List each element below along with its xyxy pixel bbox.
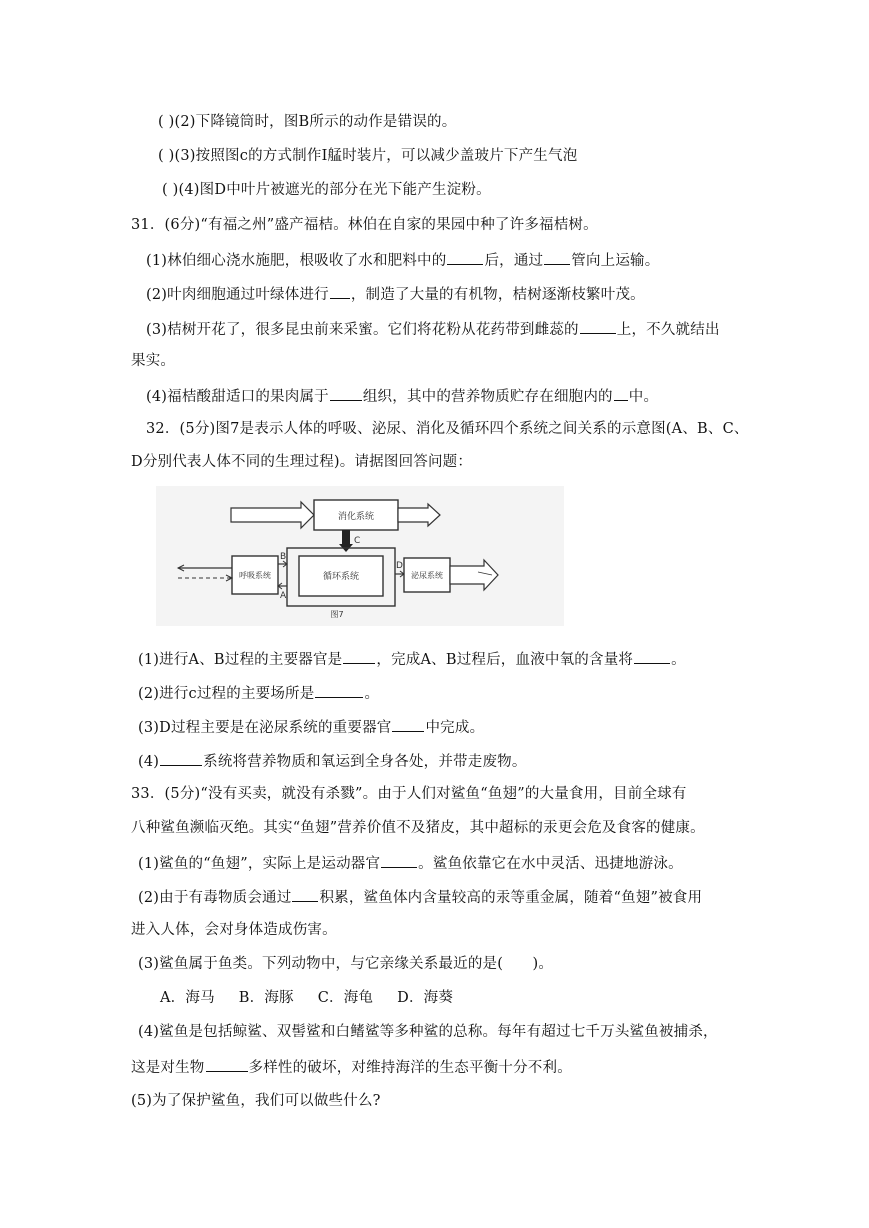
- q33-part-1-text-b: 。鲨鱼依靠它在水中灵活、迅捷地游泳。: [418, 856, 683, 872]
- answer-blank[interactable]: [544, 249, 570, 265]
- q30-item-3: ( )(3)按照图c的方式制作I艋时装片，可以减少盖玻片下产生气泡: [158, 148, 578, 164]
- answer-blank[interactable]: [330, 283, 350, 299]
- q31-part-4-text-b: 组织，其中的营养物质贮存在细胞内的: [362, 389, 613, 405]
- q33-part-5: (5)为了保护鲨鱼，我们可以做些什么?: [131, 1093, 381, 1109]
- q31-part-3-text-b: 上，不久就结出: [616, 322, 720, 338]
- q30-item-4: ( )(4)图D中叶片被遮光的部分在光下能产生淀粉。: [162, 182, 491, 198]
- label-b: B: [280, 552, 287, 562]
- q33-part-1: [138, 852, 683, 874]
- option-a[interactable]: A．海马: [160, 990, 215, 1006]
- q31-part-2-text-a: (2)叶肉细胞通过叶绿体进行: [146, 287, 329, 303]
- q31-part-1-text-b: 后，通过: [484, 253, 544, 269]
- label-a: A: [280, 591, 287, 601]
- q31-part-4-text-c: 中。: [628, 389, 659, 405]
- answer-blank[interactable]: [381, 852, 417, 868]
- q31-part-3-continued: 果实。: [131, 353, 176, 369]
- q31-part-1-text-a: (1)林伯细心浇水施肥，根吸收了水和肥料中的: [146, 253, 447, 269]
- q32-part-3-text-a: (3)D过程主要是在泌尿系统的重要器官: [138, 720, 392, 736]
- q31-part-3: [146, 318, 720, 340]
- q32-part-1-text-b: ，完成A、B过程后，血液中氧的含量将: [376, 652, 634, 668]
- q32-stem-line-2: D分别代表人体不同的生理过程)。请据图回答问题：: [131, 454, 473, 470]
- q31-part-3-text-a: (3)桔树开花了，很多昆虫前来采蜜。它们将花粉从花药带到雌蕊的: [146, 322, 579, 338]
- q32-part-2-text-b: 。: [364, 686, 380, 702]
- q31-part-2: [146, 283, 645, 305]
- answer-blank[interactable]: [580, 318, 616, 334]
- answer-blank[interactable]: [343, 648, 375, 664]
- q33-part-1-text-a: (1)鲨鱼的“鱼翅”，实际上是运动器官: [138, 856, 381, 872]
- q33-stem-line-1: 33．(5分)“没有买卖，就没有杀戮”。由于人们对鲨鱼“鱼翅”的大量食用，目前全球有: [131, 786, 687, 802]
- q33-part-4: (4)鲨鱼是包括鲸鲨、双髻鲨和白鳍鲨等多种鲨的总称。每年有超过七千万头鲨鱼被捕杀，: [138, 1024, 718, 1040]
- answer-blank[interactable]: [206, 1056, 248, 1072]
- q32-part-3: [138, 716, 484, 738]
- q31-part-2-text-b: ，制造了大量的有机物，桔树逐渐枝繁叶茂。: [350, 287, 645, 303]
- answer-blank[interactable]: [315, 682, 363, 698]
- answer-blank[interactable]: [447, 249, 483, 265]
- label-d: D: [396, 561, 403, 571]
- q32-part-3-text-b: 中完成。: [425, 720, 485, 736]
- option-b[interactable]: B．海豚: [238, 990, 294, 1006]
- figure-7-diagram: [156, 486, 564, 626]
- answer-blank[interactable]: [392, 716, 424, 732]
- q32-stem-line-1: 32．(5分)图7是表示人体的呼吸、泌尿、消化及循环四个系统之间关系的示意图(A、B、C、: [146, 421, 749, 437]
- q32-part-2: [138, 682, 379, 704]
- figure-caption: 图7: [330, 610, 344, 619]
- q32-part-4: [138, 750, 527, 772]
- q32-part-1: [138, 648, 686, 670]
- answer-blank[interactable]: [614, 385, 628, 401]
- q33-part-2: [138, 886, 702, 908]
- q31-stem: 31．(6分)“有福之州”盛产福桔。林伯在自家的果园中种了许多福桔树。: [131, 217, 598, 233]
- q33-part-4-text-b: 这是对生物: [131, 1060, 205, 1076]
- q33-part-3: (3)鲨鱼属于鱼类。下列动物中，与它亲缘关系最近的是( )。: [138, 956, 554, 972]
- q33-part-2-text-a: (2)由于有毒物质会通过: [138, 890, 292, 906]
- q30-item-2: ( )(2)下降镜筒时，图B所示的动作是错误的。: [158, 114, 457, 130]
- urinary-system-label: 泌尿系统: [411, 571, 443, 580]
- answer-blank[interactable]: [292, 886, 318, 902]
- q33-options: [160, 988, 453, 1008]
- q33-part-2-text-b: 积累，鲨鱼体内含量较高的汞等重金属，随着“鱼翅”被食用: [319, 890, 703, 906]
- q33-stem-line-2: 八种鲨鱼濒临灭绝。其实“鱼翅”营养价值不及猪皮，其中超标的汞更会危及食客的健康。: [131, 820, 705, 836]
- q31-part-4-text-a: (4)福桔酸甜适口的果肉属于: [146, 389, 329, 405]
- q33-part-4-continued: [131, 1056, 572, 1078]
- q31-part-4: [146, 385, 658, 407]
- circulatory-system-label: 循环系统: [322, 572, 360, 582]
- answer-blank[interactable]: [634, 648, 670, 664]
- answer-blank[interactable]: [160, 750, 202, 766]
- label-c: C: [354, 536, 361, 546]
- q32-part-4-text-a: (4): [138, 754, 160, 770]
- respiratory-system-label: 呼吸系统: [239, 571, 271, 580]
- option-c[interactable]: C．海龟: [317, 990, 374, 1006]
- q33-part-4-text-c: 多样性的破坏，对维持海洋的生态平衡十分不利。: [248, 1060, 572, 1076]
- option-d[interactable]: D．海葵: [397, 990, 454, 1006]
- q31-part-1: [146, 249, 659, 271]
- digestive-system-label: 消化系统: [337, 512, 375, 522]
- q33-part-2-continued: 进入人体，会对身体造成伤害。: [131, 922, 337, 938]
- q32-part-2-text-a: (2)进行c过程的主要场所是: [138, 686, 315, 702]
- q31-part-1-text-c: 管向上运输。: [571, 253, 660, 269]
- q32-part-1-text-c: 。: [671, 652, 686, 668]
- q32-part-1-text-a: (1)进行A、B过程的主要器官是: [138, 652, 343, 668]
- q32-part-4-text-b: 系统将营养物质和氧运到全身各处，并带走废物。: [203, 754, 527, 770]
- answer-blank[interactable]: [330, 385, 362, 401]
